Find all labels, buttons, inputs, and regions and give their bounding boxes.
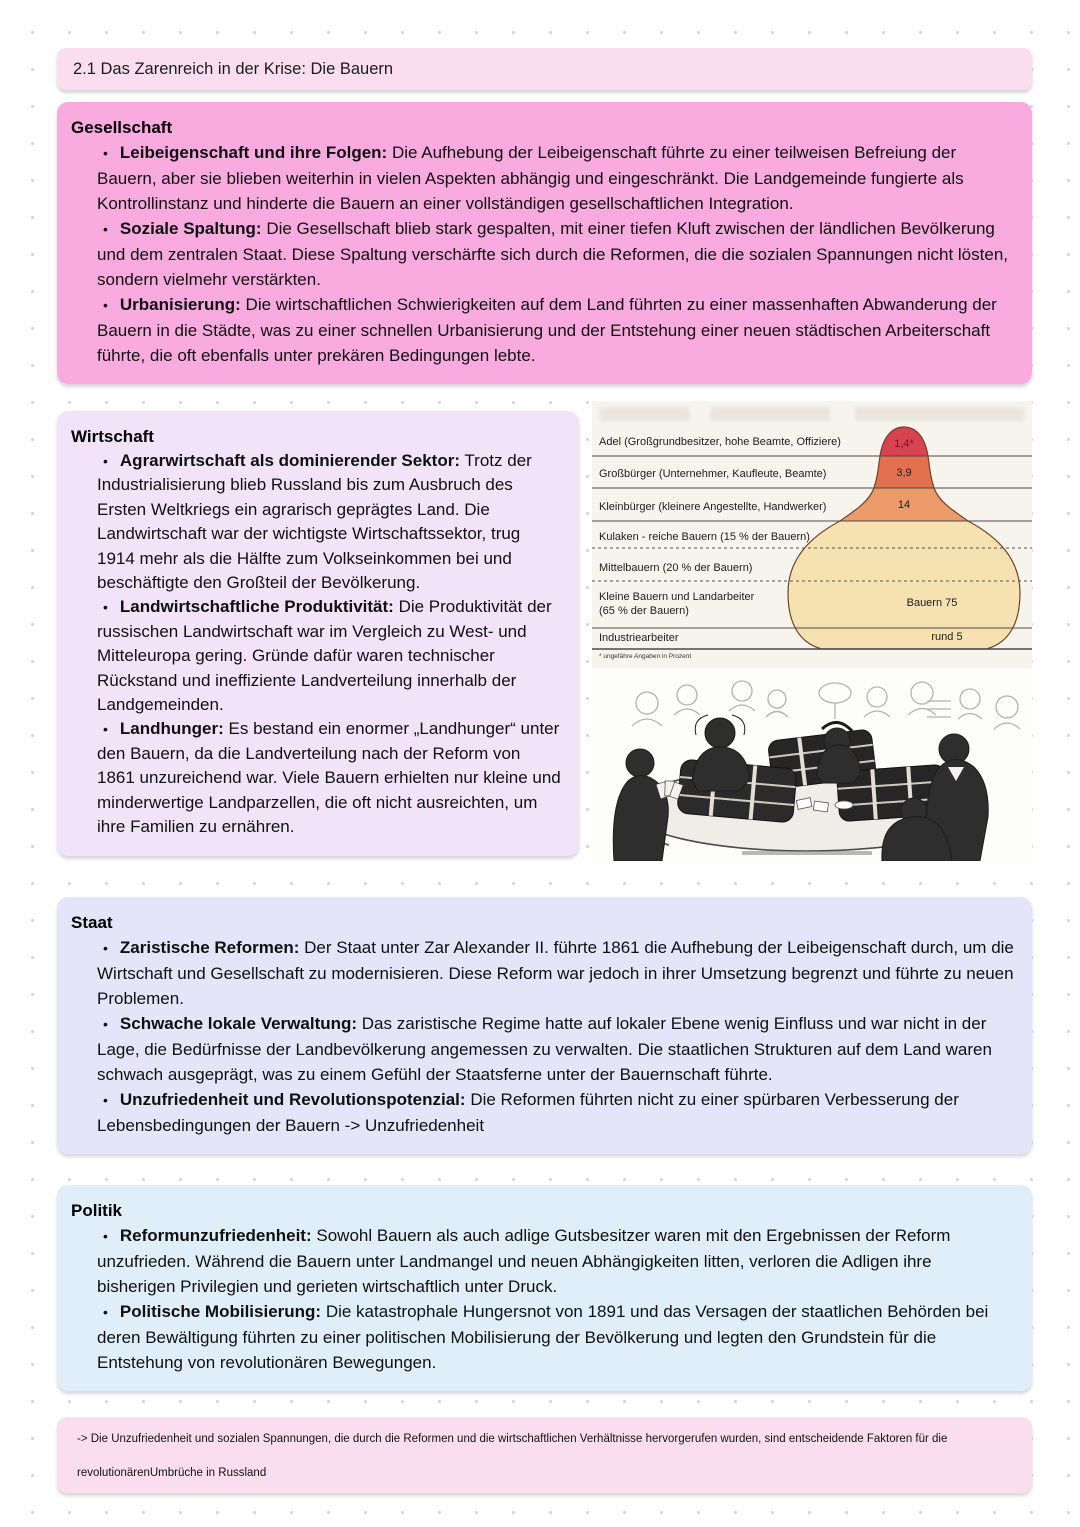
bullet-label: Landwirtschaftliche Produktivität:	[119, 597, 394, 617]
bullet-text: Trotz der Industrialisierung blieb Russland bis zum Ausbruch des Ersten Weltkriegs ein agrarisch geprägtes Land. Die Landwirtschaft war der wichtigste Wirtschaftssektor, trug 1914 mehr als die Hälfte zum Volkseinkommen bei und beschäftigte den Großteil der Bevölkerung.	[97, 451, 532, 593]
chart-row-label: Industriearbeiter	[599, 632, 679, 644]
bullet-dot: •	[103, 145, 108, 161]
chart-row-label: (65 % der Bauern)	[599, 605, 689, 617]
bullet-item	[71, 595, 561, 717]
section-wirtschaft	[57, 411, 579, 856]
page-title: 2.1 Das Zarenreich in der Krise: Die Bauern	[73, 59, 394, 78]
conclusion-line: -> Die Unzufriedenheit und sozialen Spannungen, die durch die Reformen und die wirtschaftlichen Verhältnisse hervorgerufen wurden, sind entscheidende Faktoren für die	[77, 1433, 948, 1445]
bullet-item	[71, 935, 1014, 1011]
bullet-text: Es bestand ein enormer „Landhunger“ unter den Bauern, da die Landverteilung nach der Reform von 1861 unzureichend war. Viele Bauern erhielten nur kleine und minderwertige Landparzellen, die oft nicht ausreichten, um ihre Familien zu ernähren.	[97, 719, 561, 837]
bullet-dot: •	[103, 721, 108, 738]
conclusion-box	[57, 1417, 1032, 1493]
bullet-text: Die Produktivität der russischen Landwirtschaft war im Vergleich zu West- und Mitteleuropa gering. Gründe dafür waren technischer Rückstand und ineffiziente Landverteilung innerhalb der Landgemeinden.	[97, 597, 552, 715]
bullet-text: Das zaristische Regime hatte auf lokaler Ebene wenig Einfluss und war nicht in der Lage, die Bedürfnisse der Landbevölkerung angemessen zu verwalten. Die staatlichen Strukturen auf dem Land waren schwach ausgeprägt, was zu einem Gefühl der Staatsferne unter der Bauernschaft führte.	[97, 1014, 992, 1084]
page-title-bar	[57, 48, 1032, 90]
chart-row-label: Großbürger (Unternehmer, Kaufleute, Beamte)	[599, 468, 827, 480]
bullet-text: Die Reformen führten nicht zu einer spürbaren Verbesserung der Lebensbedingungen der Bauern -> Unzufriedenheit	[97, 1090, 959, 1135]
chart-value: 1,4*	[894, 438, 914, 450]
section-staat	[57, 897, 1032, 1154]
chart-row-label: Kleine Bauern und Landarbeiter	[599, 591, 755, 603]
section-heading-staat: Staat	[71, 913, 113, 932]
bullet-dot: •	[103, 1304, 108, 1320]
chart-value: Bauern 75	[906, 597, 958, 609]
bullet-dot: •	[103, 1016, 108, 1032]
chart-value: 14	[897, 499, 911, 511]
bullet-label: Reformunzufriedenheit:	[119, 1226, 312, 1245]
figure-column	[592, 401, 1032, 866]
bullet-label: Unzufriedenheit und Revolutionspotenzial:	[119, 1090, 466, 1109]
bullet-item	[71, 1087, 1014, 1138]
bullet-label: Politische Mobilisierung:	[119, 1302, 322, 1321]
bullet-item	[71, 449, 561, 595]
bullet-item	[71, 292, 1014, 368]
bullet-dot: •	[103, 221, 108, 237]
bullet-label: Leibeigenschaft und ihre Folgen:	[119, 143, 388, 162]
bullet-item	[71, 717, 561, 839]
bullet-item	[71, 1299, 1014, 1375]
chart-value: 3,9	[896, 467, 912, 479]
section-politik	[57, 1185, 1032, 1391]
bullet-dot: •	[103, 599, 108, 616]
wirtschaft-row	[57, 411, 1032, 866]
bullet-text: Die Aufhebung der Leibeigenschaft führte zu einer teilweisen Befreiung der Bauern, aber sie blieben weiterhin in vielen Aspekten abhängig und eingeschränkt. Die Landgemeinde fungierte als Kontrollinstanz und hinderte die Bauern an einer vollständigen gesellschaftlichen Integration.	[97, 143, 964, 213]
section-gesellschaft	[57, 102, 1032, 384]
chart-row-label: Mittelbauern (20 % der Bauern)	[599, 562, 753, 574]
bullet-item	[71, 1011, 1014, 1087]
bullet-text: Die katastrophale Hungersnot von 1891 und das Versagen der staatlichen Behörden bei deren Bewältigung führten zu einer politischen Mobilisierung der Bevölkerung und legten den Grundstein für die Entstehung von revolutionären Bewegungen.	[97, 1302, 989, 1372]
bullet-item	[71, 216, 1014, 292]
bullet-dot: •	[103, 1092, 108, 1108]
bullet-label: Schwache lokale Verwaltung:	[119, 1014, 358, 1033]
chart-row-label: Adel (Großgrundbesitzer, hohe Beamte, Offiziere)	[599, 436, 841, 448]
conclusion-line: revolutionärenUmbrüche in Russland	[77, 1467, 267, 1479]
bullet-text: Die wirtschaftlichen Schwierigkeiten auf dem Land führten zu einer massenhaften Abwanderung der Bauern in die Städte, was zu einer schnellen Urbanisierung und der Entstehung einer neuen städtischen Arbeiterschaft führte, die oft ebenfalls unter prekären Bedingungen lebte.	[97, 295, 997, 365]
bullet-label: Agrarwirtschaft als dominierender Sektor:	[119, 451, 460, 470]
bullet-dot: •	[103, 940, 108, 956]
bullet-dot: •	[103, 1228, 108, 1244]
bullet-label: Landhunger:	[119, 719, 224, 739]
bullet-label: Soziale Spaltung:	[119, 219, 262, 238]
chart-row-label: Kleinbürger (kleinere Angestellte, Handwerker)	[599, 501, 827, 513]
bullet-dot: •	[103, 297, 108, 313]
bullet-text: Sowohl Bauern als auch adlige Gutsbesitzer waren mit den Ergebnissen der Reform unzufrieden. Während die Bauern unter Landmangel und neuen Abhängigkeiten litten, verloren die Adligen ihre bisherigen Privilegien und gerieten wirtschaftlich unter Druck.	[97, 1226, 951, 1296]
section-heading-politik: Politik	[71, 1201, 123, 1220]
chart-footnote: * ungefähre Angaben in Prozent	[599, 653, 692, 660]
chart-row-label: Kulaken - reiche Bauern (15 % der Bauern)	[599, 531, 810, 543]
section-heading-gesellschaft: Gesellschaft	[71, 118, 173, 137]
bullet-text: Der Staat unter Zar Alexander II. führte 1861 die Aufhebung der Leibeigenschaft durch, um die Wirtschaft und Gesellschaft zu modernisieren. Diese Reform war jedoch in ihrer Umsetzung begrenzt und führte zu neuen Problemen.	[97, 938, 1014, 1008]
bullet-label: Zaristische Reformen:	[119, 938, 300, 957]
chart-value: rund 5	[931, 631, 963, 643]
bullet-dot: •	[103, 453, 108, 469]
social-structure-chart	[592, 401, 1032, 669]
bullet-item	[71, 140, 1014, 216]
section-heading-wirtschaft: Wirtschaft	[71, 427, 154, 446]
bullet-item	[71, 1223, 1014, 1299]
bullet-label: Urbanisierung:	[119, 295, 241, 314]
bullet-text: Die Gesellschaft blieb stark gespalten, mit einer tiefen Kluft zwischen der ländlichen Bevölkerung und dem zentralen Staat. Diese Spaltung verschärfte sich durch die Reformen, die die sozialen Spannungen nicht lösten, sondern vielmehr verstärkten.	[97, 219, 1008, 289]
caricature-illustration	[592, 671, 1032, 861]
